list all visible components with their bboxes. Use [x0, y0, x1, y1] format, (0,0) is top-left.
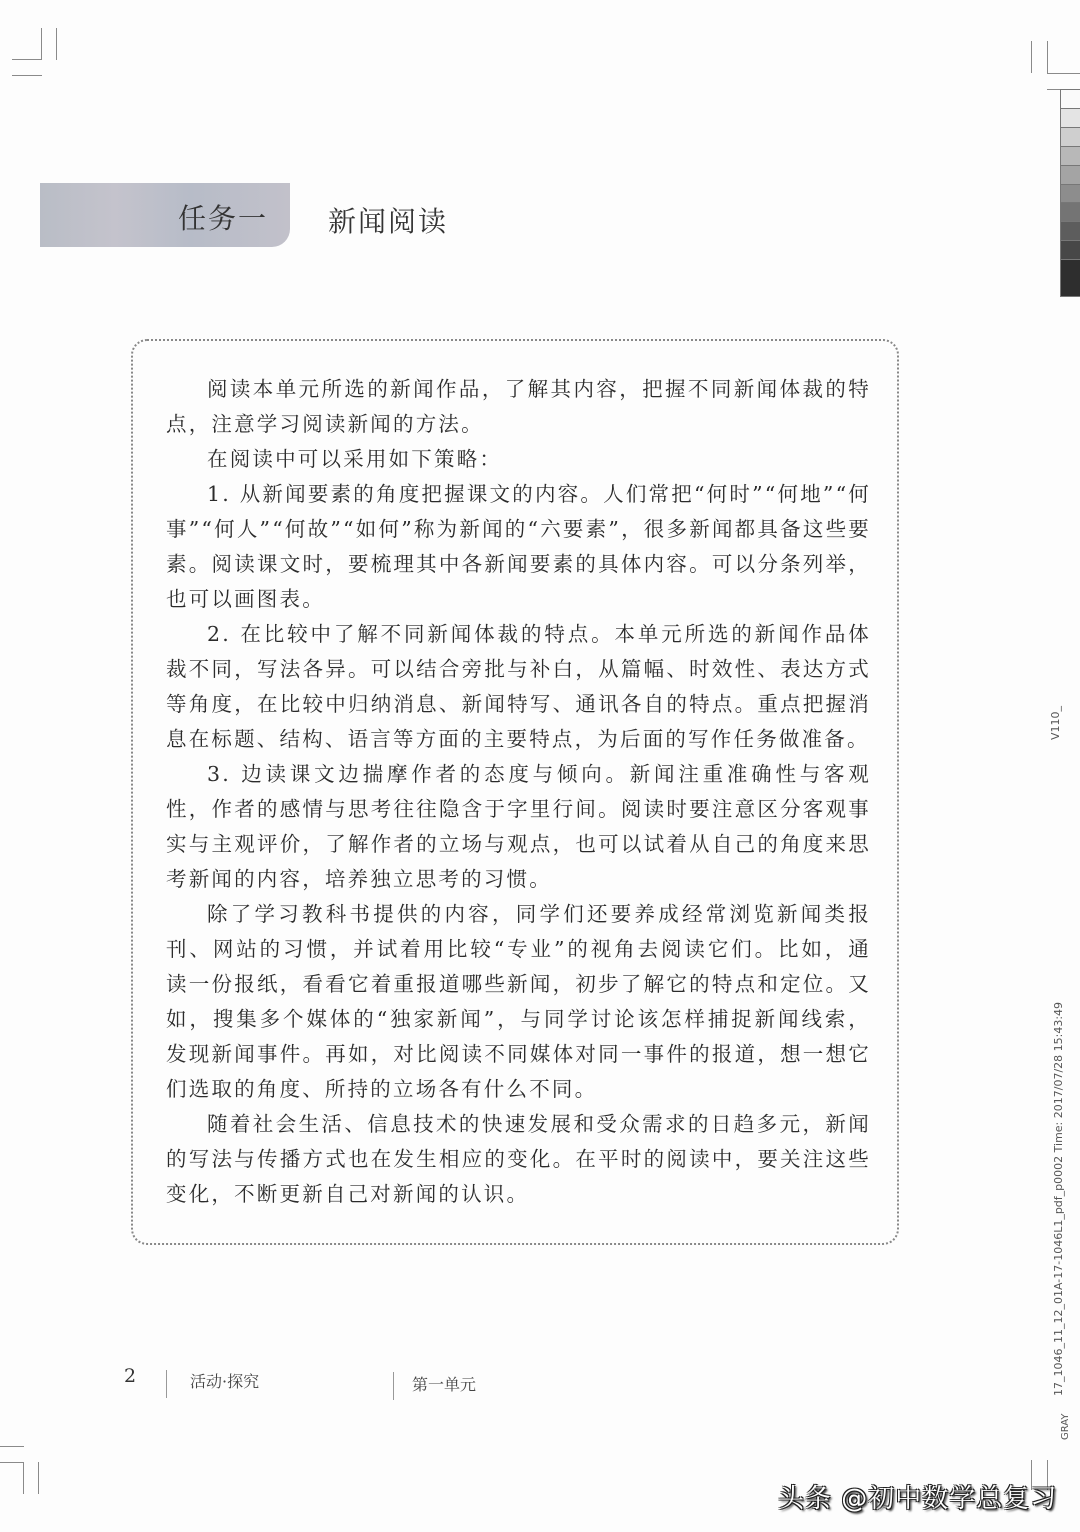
- crop-mark: [1047, 89, 1060, 90]
- footer-divider: [166, 1370, 167, 1398]
- paragraph-strategy-heading: 在阅读中可以采用如下策略：: [207, 447, 503, 471]
- task-title: 新闻阅读: [328, 205, 449, 238]
- paragraph-strategy-1: 1. 从新闻要素的角度把握课文的内容。人们常把“何时”“何地”“何事”“何人”“何故”“如何”称为新闻的“六要素”，很多新闻都具备这些要素。阅读课文时，要梳理其中各新闻要素的具体内容。可以分条列举，也可以画图表。: [166, 482, 871, 611]
- page-number: 2: [124, 1365, 137, 1387]
- crop-mark: [38, 1462, 39, 1494]
- task-label: 任务一: [177, 202, 268, 235]
- grayscale-calibration-strip: [1060, 89, 1080, 297]
- crop-mark: [56, 28, 57, 60]
- crop-mark: [12, 59, 42, 60]
- crop-mark: [0, 1462, 24, 1463]
- paragraph-strategy-3: 3. 边读课文边揣摩作者的态度与倾向。新闻注重准确性与客观性，作者的感情与思考往往隐含于字里行间。阅读时要注意区分客观事实与主观评价，了解作者的立场与观点，也可以试着从自己的角度来思考新闻的内容，培养独立思考的习惯。: [166, 762, 871, 891]
- task-banner: [40, 183, 290, 247]
- content-body: [166, 372, 871, 1212]
- color-mode-mark: GRAY: [1060, 1413, 1071, 1440]
- version-mark: V110_: [1049, 705, 1062, 740]
- crop-mark: [1047, 41, 1048, 73]
- watermark: 头条 @初中数学总复习: [778, 1484, 1058, 1514]
- footer-unit: 第一单元: [412, 1375, 477, 1394]
- crop-mark: [0, 1446, 24, 1447]
- paragraph-strategy-2: 2. 在比较中了解不同新闻体裁的特点。本单元所选的新闻作品体裁不同，写法各异。可以结合旁批与补白，从篇幅、时效性、表达方式等角度，在比较中归纳消息、新闻特写、通讯各自的特点。重点把握消息在标题、结构、语言等方面的主要特点，为后面的写作任务做准备。: [166, 622, 871, 751]
- crop-mark: [1031, 41, 1032, 73]
- crop-mark: [12, 75, 42, 76]
- footer-section: 活动·探究: [190, 1372, 260, 1391]
- paragraph-conclusion: 随着社会生活、信息技术的快速发展和受众需求的日趋多元，新闻的写法与传播方式也在发生相应的变化。在平时的阅读中，要关注这些变化，不断更新自己对新闻的认识。: [166, 1112, 871, 1206]
- crop-mark: [41, 28, 42, 60]
- crop-mark: [1047, 73, 1080, 74]
- paragraph-intro: 阅读本单元所选的新闻作品，了解其内容，把握不同新闻体裁的特点，注意学习阅读新闻的方法。: [166, 377, 871, 436]
- footer-divider: [393, 1372, 394, 1400]
- crop-mark: [23, 1462, 24, 1494]
- print-job-info: 17_1046_11_12_01A-17-1046L1_pdf_p0002 Time: 2017/07/28 15:43:49: [1052, 1001, 1065, 1396]
- paragraph-extra-reading: 除了学习教科书提供的内容，同学们还要养成经常浏览新闻类报刊、网站的习惯，并试着用比较“专业”的视角去阅读它们。比如，通读一份报纸，看看它着重报道哪些新闻，初步了解它的特点和定位。又如，搜集多个媒体的“独家新闻”，与同学讨论该怎样捕捉新闻线索，发现新闻事件。再如，对比阅读不同媒体对同一事件的报道，想一想它们选取的角度、所持的立场各有什么不同。: [166, 902, 871, 1101]
